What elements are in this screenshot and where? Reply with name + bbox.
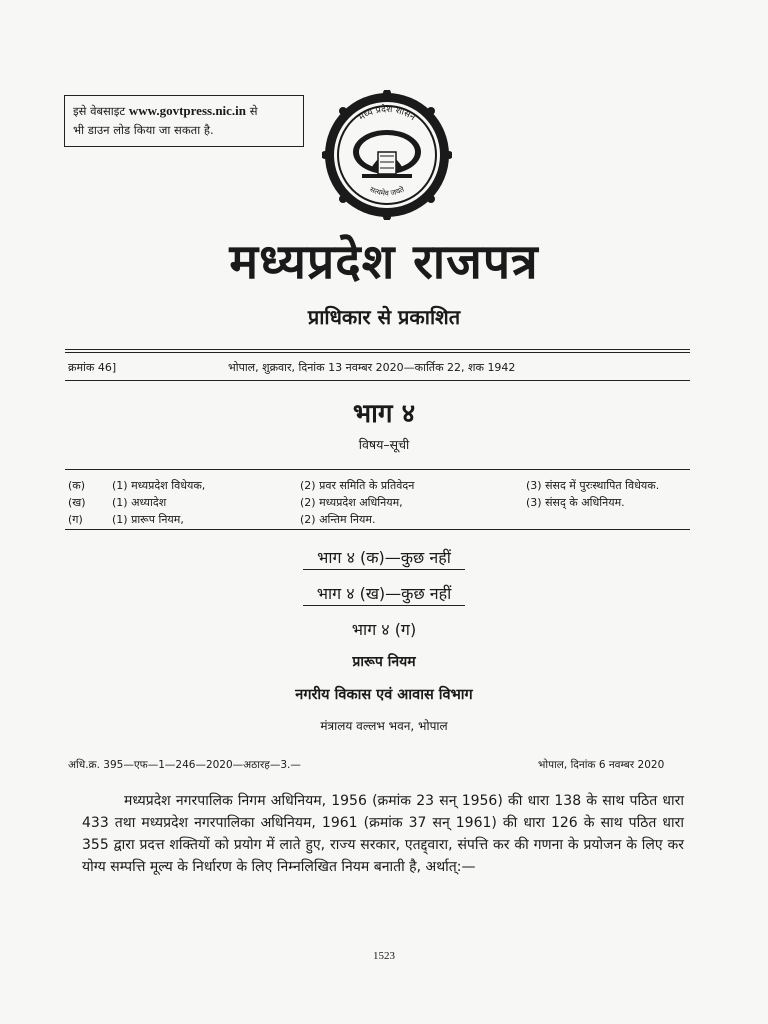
toc-rule-bottom (65, 529, 690, 530)
emblem-bottom-text: सत्यमेव जयते (368, 184, 406, 198)
office-address: मंत्रालय वल्लभ भवन, भोपाल (320, 719, 448, 733)
part-4b-text: भाग ४ (ख)—कुछ नहीं (303, 584, 466, 606)
website-url[interactable]: www.govtpress.nic.in (128, 103, 247, 118)
issue-dateline: भोपाल, शुक्रवार, दिनांक 13 नवम्बर 2020—कार्तिक 22, शक 1942 (228, 361, 516, 374)
notice-suffix: से (249, 104, 258, 118)
gazette-title: मध्यप्रदेश राजपत्र (229, 234, 539, 290)
header-rule-top-2 (65, 352, 690, 353)
emblem-top-text: मध्य प्रदेश शासन (357, 104, 417, 124)
notice-prefix: इसे वेबसाइट (73, 104, 126, 118)
state-emblem-seal (322, 90, 452, 220)
draft-rules-heading: प्रारूप नियम (352, 654, 416, 670)
toc-item: (1) मध्यप्रदेश विधेयक, (112, 479, 206, 492)
toc-item: (3) संसद में पुरःस्थापित विधेयक. (526, 479, 660, 492)
toc-item: (1) प्रारूप नियम, (112, 513, 184, 526)
toc-item: (3) संसद् के अधिनियम. (526, 496, 625, 509)
order-body (82, 790, 684, 878)
toc-rule-top (65, 469, 690, 470)
header-rule-top (65, 349, 690, 350)
notice-line2: भी डाउन लोड किया जा सकता है. (73, 123, 214, 137)
toc-item: (2) प्रवर समिति के प्रतिवेदन (300, 479, 415, 492)
contents-label: विषय–सूची (358, 437, 410, 452)
department-heading: नगरीय विकास एवं आवास विभाग (295, 687, 473, 703)
part-title: भाग ४ (352, 399, 416, 429)
toc-key: (क) (68, 479, 86, 492)
toc-item: (1) अध्यादेश (112, 496, 167, 509)
page-number: 1523 (373, 950, 395, 962)
toc-key: (ग) (68, 513, 83, 526)
header-rule-bottom (65, 380, 690, 381)
toc-item: (2) अन्तिम नियम. (300, 513, 376, 526)
order-reference: अधि.क्र. 395—एफ—1—246—2020—अठारह—3.— (68, 759, 301, 771)
part-4c-text: भाग ४ (ग) (351, 620, 417, 639)
gazette-subtitle: प्राधिकार से प्रकाशित (307, 305, 461, 329)
toc-key: (ख) (68, 496, 86, 509)
order-body-paragraph: मध्यप्रदेश नगरपालिक निगम अधिनियम, 1956 (क्रमांक 23 सन् 1956) की धारा 138 के साथ पठित धारा 433 तथा मध्यप्रदेश नगरपालिका अधिनियम, 1961 (क्रमांक 37 सन् 1961) की धारा 126 के साथ पठित धारा 355 द्वारा प्रदत्त शक्तियों को प्रयोग में लाते हुए, राज्य सरकार, एतद्द्वारा, संपत्ति कर की गणना के प्रयोजन के लिए कर योग्य सम्पत्ति मूल्य के निर्धारण के लिए निम्नलिखित नियम बनाती है, अर्थात्:— (82, 793, 684, 875)
order-date: भोपाल, दिनांक 6 नवम्बर 2020 (538, 759, 665, 771)
part-4a-heading (0, 546, 768, 568)
part-4a-text: भाग ४ (क)—कुछ नहीं (303, 548, 465, 570)
issue-number: क्रमांक 46] (68, 361, 117, 374)
part-4b-heading (0, 582, 768, 604)
toc-item: (2) मध्यप्रदेश अधिनियम, (300, 496, 403, 509)
part-4c-heading (0, 618, 768, 640)
website-notice (64, 95, 304, 147)
